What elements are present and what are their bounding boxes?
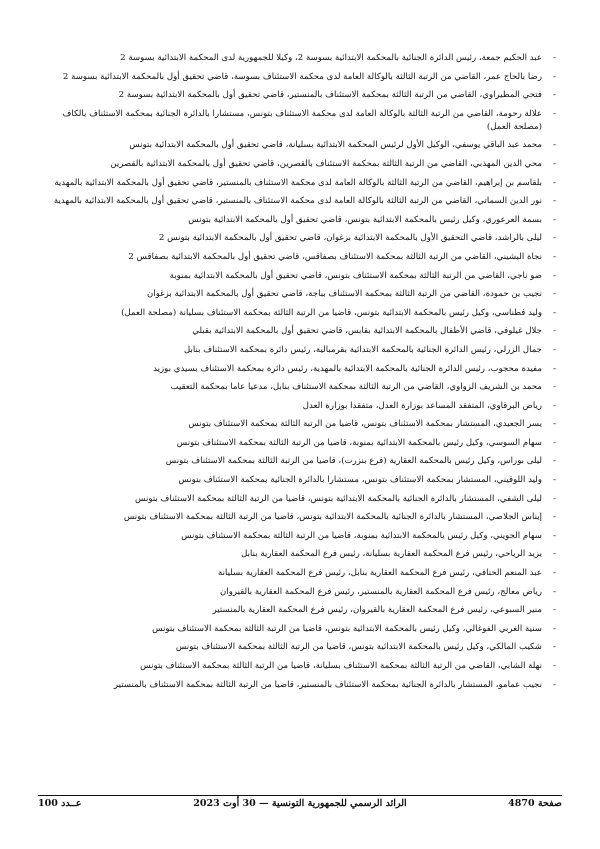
bullet-dash: - <box>553 512 556 523</box>
appointment-text: جلال غيلوفي، قاضي الأطفال بالمحكمة الابتدائية بقابس، قاضي تحقيق أول بالمحكمة الابتدائية بقبلي <box>192 326 542 337</box>
appointment-text: منير السبوعي، رئيس فرع المحكمة العقارية بالقيروان، رئيس فرع المحكمة العقارية بالمنستير <box>212 605 542 616</box>
bullet-dash: - <box>553 568 556 579</box>
appointment-text: بسمة العرعوري، وكيل رئيس بالمحكمة الابتدائية بتونس، قاضي تحقيق أول بالمحكمة الابتدائية بتونس <box>188 214 542 225</box>
appointment-entry <box>38 288 562 301</box>
appointment-text: ضو ناجي، القاضي من الرتبة الثالثة بمحكمة الاستئناف بتونس، قاضي تحقيق أول بالمحكمة الابتدائية بمنوبة <box>169 270 542 281</box>
bullet-dash: - <box>553 289 556 300</box>
journal-title-date: الرائد الرسمي للجمهورية التونسية — 30 أوت 2023 <box>193 798 407 809</box>
page-footer <box>38 798 562 812</box>
appointments-list <box>38 52 562 697</box>
appointment-entry <box>38 52 562 65</box>
appointment-entry <box>38 158 562 171</box>
appointment-text: نجاة البشيني، القاضي من الرتبة الثالثة بمحكمة الاستئناف بصفاقس، قاضي تحقيق أول بالمحكمة الابتدائية بصفاقس 2 <box>128 251 542 262</box>
bullet-dash: - <box>553 196 556 207</box>
bullet-dash: - <box>553 549 556 560</box>
appointment-entry <box>38 511 562 524</box>
bullet-dash: - <box>553 270 556 281</box>
bullet-dash: - <box>553 140 556 151</box>
appointment-text: فتحي المطيراوي، القاضي من الرتبة الثالثة بمحكمة الاستئناف بالمنستير، قاضي تحقيق أول بالمحكمة الابتدائية بسوسة 2 <box>118 90 542 101</box>
appointment-text: ليلى بوراس، وكيل رئيس بالمحكمة العقارية (فرع بنزرت)، قاضيا من الرتبة الثالثة بمحكمة الاستئناف بتونس <box>165 456 542 467</box>
appointment-text: نجيب عمامو، المستشار بالدائرة الجنائية بمحكمة الاستئناف بالمنستير، قاضيا من الرتبة الثالثة بمحكمة الاستئناف بالمنستير <box>113 679 542 690</box>
appointment-entry <box>38 604 562 617</box>
issue-number: عــدد 100 <box>38 798 82 809</box>
bullet-dash: - <box>553 214 556 225</box>
appointment-text: سهام الجويني، وكيل رئيس بالمحكمة الابتدائية بمنوبة، قاضيا من الرتبة الثالثة بمحكمة الاستئناف بتونس <box>181 530 542 541</box>
bullet-dash: - <box>553 679 556 690</box>
appointment-entry <box>38 530 562 543</box>
appointment-entry <box>38 325 562 338</box>
appointment-entry <box>38 493 562 506</box>
appointment-entry <box>38 567 562 580</box>
appointment-text: رياض معالج، رئيس فرع المحكمة العقارية بالمنستير، رئيس فرع المحكمة العقارية بالقيروان <box>220 586 542 597</box>
bullet-dash: - <box>553 400 556 411</box>
appointment-text: سنية الغربي الفوغالي، وكيل رئيس بالمحكمة الابتدائية بتونس، قاضيا من الرتبة الثالثة بمحكمة الاستئناف بتونس <box>152 623 542 634</box>
bullet-dash: - <box>553 382 556 393</box>
appointment-text: جمال الزرلي، رئيس الدائرة الجنائية بالمحكمة الابتدائية بقرمبالية، رئيس دائرة بمحكمة الاستئناف بنابل <box>184 344 542 355</box>
appointment-entry <box>38 660 562 673</box>
appointment-entry <box>38 177 562 190</box>
appointment-text: وليد اللوقيني، المستشار بمحكمة الاستئناف بتونس، مستشارا بالدائرة الجنائية بمحكمة الاستئناف بتونس <box>178 475 542 486</box>
bullet-dash: - <box>553 623 556 634</box>
appointment-entry <box>38 381 562 394</box>
appointment-text: نهلة الشابي، القاضي من الرتبة الثالثة بمحكمة الاستئناف بسليانة، قاضيا من الرتبة الثالثة بمحكمة الاستئناف بتونس <box>140 661 542 671</box>
appointment-text: نجيب بن حمودة، القاضي من الرتبة الثالثة بمحكمة الاستئناف بباجة، قاضي تحقيق أول بالمحكمة الابتدائية بزغوان <box>147 289 542 300</box>
appointment-entry <box>38 89 562 102</box>
page-number: صفحة 4870 <box>508 798 562 809</box>
appointment-entry <box>38 195 562 208</box>
appointment-entry <box>38 548 562 561</box>
appointment-text: رياض البرقاوي، المتفقد المساعد بوزارة العدل، متفقدا بوزارة العدل <box>302 400 542 411</box>
appointment-entry <box>38 455 562 468</box>
bullet-dash: - <box>553 177 556 188</box>
appointment-text: شكيب المالكي، وكيل رئيس بالمحكمة الابتدائية بتونس، قاضيا من الرتبة الثالثة بمحكمة الاستئناف بتونس <box>175 642 542 653</box>
appointment-text: رضا بالحاج عمر، القاضي من الرتبة الثالثة بالوكالة العامة لدى محكمة الاستئناف بسوسة، قاضي تحقيق أول بالمحكمة الابتدائية بسوسة 2 <box>62 71 542 82</box>
appointment-entry <box>38 270 562 283</box>
bullet-dash: - <box>553 71 556 82</box>
bullet-dash: - <box>553 642 556 653</box>
bullet-dash: - <box>553 251 556 262</box>
bullet-dash: - <box>553 661 556 671</box>
appointment-entry <box>38 623 562 636</box>
appointment-text: يسر الجعيدي، المستشار بمحكمة الاستئناف بتونس، قاضيا من الرتبة الثالثة بمحكمة الاستئناف بتونس <box>188 419 542 430</box>
appointment-text: مفيدة محجوب، رئيس الدائرة الجنائية بالمحكمة الابتدائية بالمهدية، رئيس دائرة بمحكمة الاستئناف بسيدي بوزيد <box>153 363 542 374</box>
bullet-dash: - <box>553 493 556 504</box>
bullet-dash: - <box>553 530 556 541</box>
appointment-text: إيناس الجلاصي، المستشار بالدائرة الجنائية بالمحكمة الابتدائية بتونس، قاضيا من الرتبة الثالثة بمحكمة الاستئناف بتونس <box>123 512 542 523</box>
appointment-text: ليلى بالراشد، قاضي التحقيق الأول بالمحكمة الابتدائية بزغوان، قاضي تحقيق أول بالمحكمة الابتدائية بتونس 2 <box>158 233 542 244</box>
appointment-text: عبد المنعم الحنافي، رئيس فرع المحكمة العقارية بنابل، رئيس فرع المحكمة العقارية بسليانة <box>217 568 542 579</box>
bullet-dash: - <box>553 108 556 119</box>
appointment-entry <box>38 71 562 84</box>
appointment-entry <box>38 679 562 692</box>
bullet-dash: - <box>553 475 556 486</box>
bullet-dash: - <box>553 456 556 467</box>
bullet-dash: - <box>553 326 556 337</box>
appointment-entry <box>38 108 562 134</box>
footer-divider <box>38 795 562 796</box>
bullet-dash: - <box>553 158 556 169</box>
appointment-entry <box>38 400 562 413</box>
appointment-text: يزيد الرياحي، رئيس فرع المحكمة العقارية بسليانة، رئيس فرع المحكمة العقارية بنابل <box>241 549 542 560</box>
appointment-entry <box>38 474 562 487</box>
appointment-text: ليلى الشفي، المستشار بالدائرة الجنائية بالمحكمة الابتدائية بتونس، قاضيا من الرتبة الثالثة بمحكمة الاستئناف بتونس <box>135 493 542 504</box>
appointment-entry <box>38 232 562 245</box>
appointment-text: سهام السوسي، وكيل رئيس بالمحكمة الابتدائية بمنوبة، قاضيا من الرتبة الثالثة بمحكمة الاستئناف بتونس <box>176 437 542 448</box>
appointment-text: محي الدين المهذبي، القاضي من الرتبة الثالثة بمحكمة الاستئناف بالقصرين، قاضي تحقيق أول بالمحكمة الابتدائية بالقصرين <box>110 158 542 169</box>
appointment-entry <box>38 363 562 376</box>
appointment-entry <box>38 307 562 320</box>
bullet-dash: - <box>553 90 556 101</box>
bullet-dash: - <box>553 307 556 318</box>
bullet-dash: - <box>553 419 556 430</box>
appointment-entry <box>38 139 562 152</box>
appointment-text: علالة رحومة، القاضي من الرتبة الثالثة بالوكالة العامة لدى محكمة الاستئناف بتونس، مستشارا بالدائرة الجنائية بمحكمة الاستئناف بالكاف (مصلحة العمل) <box>62 108 542 132</box>
bullet-dash: - <box>553 605 556 616</box>
appointment-entry <box>38 418 562 431</box>
appointment-text: نور الدين السماتي، القاضي من الرتبة الثالثة بالوكالة العامة لدى محكمة الاستئناف بالمنستير، قاضي تحقيق أول بالمحكمة الابتدائية بالمهدية <box>53 196 542 207</box>
appointment-entry <box>38 251 562 264</box>
appointment-entry <box>38 641 562 654</box>
bullet-dash: - <box>553 586 556 597</box>
appointment-entry <box>38 586 562 599</box>
appointment-text: محمد عبد الباقي يوسفي، الوكيل الأول لرئيس المحكمة الابتدائية بسليانة، قاضي تحقيق أول بالمحكمة الابتدائية بتونس <box>129 140 542 151</box>
appointment-text: عبد الحكيم جمعة، رئيس الدائرة الجنائية بالمحكمة الابتدائية بسوسة 2، وكيلا للجمهورية لدى المحكمة الابتدائية بسوسة 2 <box>120 53 542 63</box>
appointment-entry <box>38 214 562 227</box>
bullet-dash: - <box>553 53 556 63</box>
bullet-dash: - <box>553 344 556 355</box>
appointment-text: بلقاسم بن إبراهيم، القاضي من الرتبة الثالثة بالوكالة العامة لدى محكمة الاستئناف بالمنستير، قاضي تحقيق أول بالمحكمة الابتدائية بالمهدية <box>54 177 542 188</box>
bullet-dash: - <box>553 437 556 448</box>
bullet-dash: - <box>553 363 556 374</box>
appointment-entry <box>38 344 562 357</box>
appointment-text: محمد بن الشريف الزواوي، القاضي من الرتبة الثالثة بمحكمة الاستئناف بنابل، مدعيا عاما بمحكمة التعقيب <box>170 382 542 393</box>
appointment-entry <box>38 437 562 450</box>
bullet-dash: - <box>553 233 556 244</box>
appointment-text: وليد فطناسي، وكيل رئيس بالمحكمة الابتدائية بتونس، قاضيا من الرتبة الثالثة بمحكمة الاستئناف بسليانة (مصلحة العمل) <box>121 307 542 318</box>
